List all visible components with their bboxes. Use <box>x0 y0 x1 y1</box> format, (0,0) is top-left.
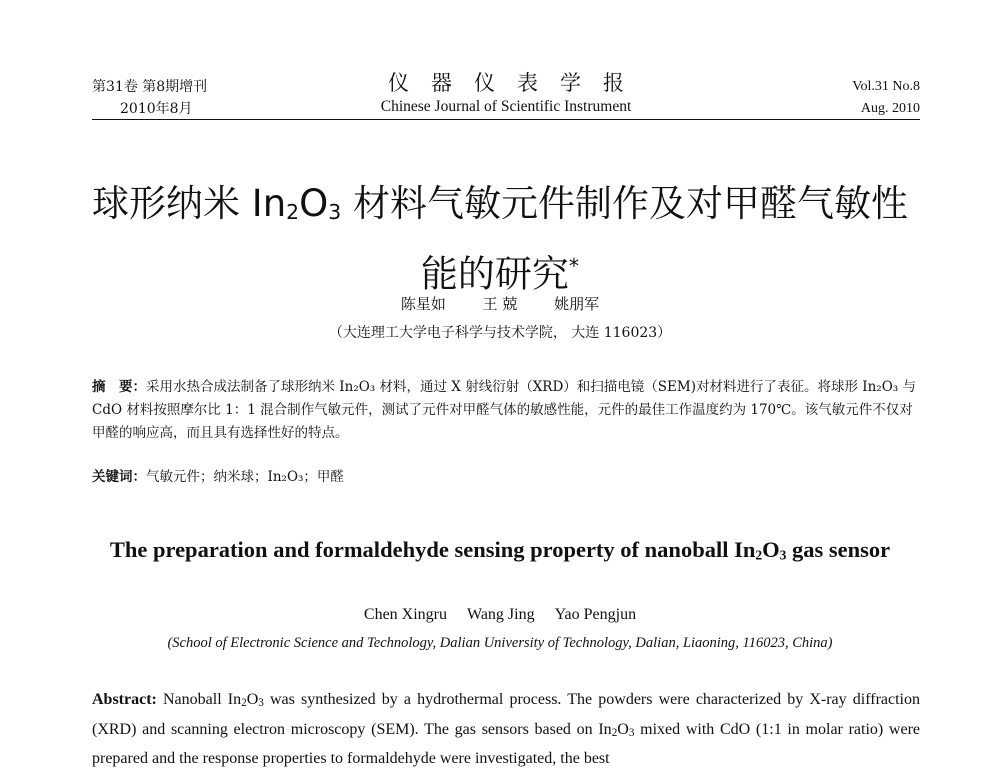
title-en-text: gas sensor <box>786 536 891 562</box>
date-cn: 2010年8月 <box>120 101 193 117</box>
authors-en <box>0 606 1000 624</box>
author-cn: 陈星如 <box>400 295 446 313</box>
keywords-cn-label: 关键词： <box>92 469 146 485</box>
title-cn-text: O <box>299 181 329 225</box>
title-en <box>90 535 910 571</box>
keywords-cn-text: 气敏元件；纳米球；In₂O₃；甲醛 <box>146 469 344 485</box>
keywords-cn <box>92 466 920 489</box>
abstract-en-label: Abstract: <box>92 691 157 708</box>
journal-header <box>92 62 920 120</box>
abstract-en <box>92 687 920 773</box>
abstract-en-subscript: 3 <box>258 697 264 710</box>
journal-name-cn: 仪器仪表学报 <box>388 71 646 95</box>
author-en: Wang Jing <box>467 606 535 623</box>
header-right <box>852 76 920 120</box>
abstract-en-subscript: 2 <box>611 726 618 739</box>
abstract-en-subscript: 3 <box>628 726 635 739</box>
abstract-en-text: mixed with CdO (1:1 in molar ratio) were prepared and the response properties to formaldehyde were investigated, the best <box>92 720 921 768</box>
author-cn: 姚朋军 <box>554 295 600 313</box>
title-en-text: The preparation and formaldehyde sensing property of nanoball In <box>109 536 756 562</box>
abstract-cn <box>92 376 920 445</box>
abstract-en-text: was synthesized by a hydrothermal process. The powders were characterized by X-ray diffraction (XRD) and scanning electron microscopy (SEM). The gas sensors based on In <box>92 691 920 738</box>
abstract-cn-text: 采用水热合成法制备了球形纳米 In₂O₃ 材料，通过 X 射线衍射（XRD）和扫描电镜（SEM)对材料进行了表征。将球形 In₂O₃ 与 CdO 材料按照摩尔比 1：1 混合制作气敏元件，测试了元件对甲醛气体的敏感性能，元件的最佳工作温度约为 170℃。该气敏元件不仅对甲醛的响应高，而且具有选择性好的特点。 <box>92 379 916 441</box>
affiliation-en: (School of Electronic Science and Technology, Dalian University of Technology, Dalian, Liaoning, 116023, China) <box>167 635 833 651</box>
volume-issue-en: Vol.31 No.8 <box>852 79 920 94</box>
volume-issue-cn: 第31卷 第8期增刊 <box>92 79 208 95</box>
title-en-subscript: 3 <box>779 547 787 563</box>
title-cn-text: 材料气敏元件制作及对甲醛气敏性能的研究 <box>341 181 908 296</box>
abstract-en-text: O <box>246 691 259 708</box>
author-en: Chen Xingru <box>363 606 447 623</box>
abstract-en-text: Nanoball In <box>156 691 242 708</box>
title-cn-subscript: 3 <box>328 199 342 224</box>
date-en: Aug. 2010 <box>860 101 920 116</box>
author-cn: 王 兢 <box>482 295 518 313</box>
affiliation-cn: （大连理工大学电子科学与技术学院， 大连 116023） <box>328 325 672 341</box>
header-rule <box>92 119 920 120</box>
authors-cn <box>0 293 1000 314</box>
journal-name-en: Chinese Journal of Scientific Instrument <box>380 98 632 115</box>
abstract-cn-label: 摘 要： <box>92 379 146 395</box>
title-en-text: O <box>762 536 780 562</box>
author-en: Yao Pengjun <box>554 606 637 623</box>
abstract-en-subscript: 2 <box>241 697 247 710</box>
title-en-subscript: 2 <box>755 547 763 563</box>
header-center <box>92 70 920 118</box>
title-footnote-marker: * <box>568 253 580 278</box>
title-cn <box>90 177 910 301</box>
title-cn-text: 球形纳米 In <box>92 181 287 225</box>
title-cn-subscript: 2 <box>286 199 300 224</box>
abstract-en-text: O <box>617 720 629 738</box>
